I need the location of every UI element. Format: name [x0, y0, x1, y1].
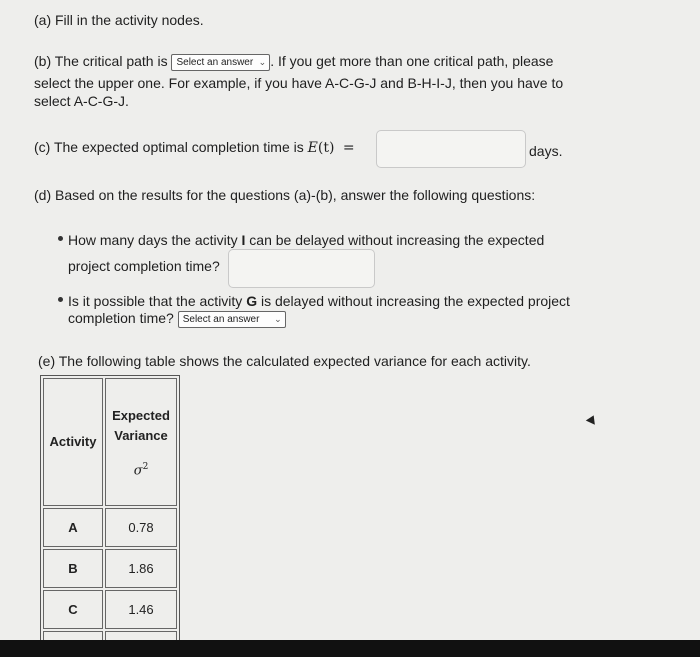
part-b-line2: select the upper one. For example, if you have A-C-G-J and B-H-I-J, then you have to [34, 75, 564, 91]
activity-column-header: Activity [43, 378, 103, 506]
bullet-dot [58, 236, 63, 241]
part-b-suffix: . If you get more than one critical path, please [270, 53, 554, 69]
activity-i-delay-input[interactable] [228, 249, 375, 288]
part-b-line3: select A-C-G-J. [34, 93, 129, 109]
part-e-intro: (e) The following table shows the calculated expected variance for each activity. [38, 353, 531, 369]
variance-cell: 0.78 [105, 508, 177, 547]
table-header-row [43, 378, 177, 506]
variance-column-header: Expected Variance $\sigma^2$ [105, 378, 177, 506]
table-row [43, 590, 177, 629]
question-1-line1: How many days the activity I can be delayed without increasing the expected [68, 232, 545, 248]
question-1-line2: project completion time? [68, 258, 220, 274]
part-c-prefix: (c) The expected optimal completion time is E(t) = [34, 139, 355, 156]
activity-cell: C [43, 590, 103, 629]
expected-time-formula: E(t) = [307, 140, 355, 156]
question-2-line1: Is it possible that the activity G is delayed without increasing the expected project [68, 293, 570, 309]
mouse-cursor-icon [586, 413, 598, 424]
part-d-intro: (d) Based on the results for the questions (a)-(b), answer the following questions: [34, 187, 536, 203]
completion-time-input[interactable] [376, 130, 526, 168]
chevron-down-icon: ⌄ [258, 57, 267, 67]
activity-cell: B [43, 549, 103, 588]
activity-cell: A [43, 508, 103, 547]
days-unit-label: days. [529, 143, 563, 159]
sigma-squared-symbol: $\sigma^2$ [133, 461, 149, 479]
variance-table [40, 375, 180, 642]
activity-g-delay-select[interactable] [178, 311, 286, 328]
critical-path-select-value: Select an answer [176, 57, 254, 68]
part-a-text: (a) Fill in the activity nodes. [34, 12, 204, 28]
activity-g-delay-select-value: Select an answer [182, 314, 260, 325]
critical-path-select[interactable] [171, 54, 270, 71]
table-row [43, 508, 177, 547]
part-b-prefix: (b) The critical path is [34, 53, 168, 69]
screen-bezel [0, 640, 700, 657]
variance-cell: 1.86 [105, 549, 177, 588]
bullet-dot [58, 297, 63, 302]
part-b-line1 [34, 52, 553, 71]
chevron-down-icon: ⌄ [274, 314, 282, 324]
variance-cell: 1.46 [105, 590, 177, 629]
question-2-line2: completion time? Select an answer ⌄ [68, 309, 286, 328]
table-row [43, 549, 177, 588]
